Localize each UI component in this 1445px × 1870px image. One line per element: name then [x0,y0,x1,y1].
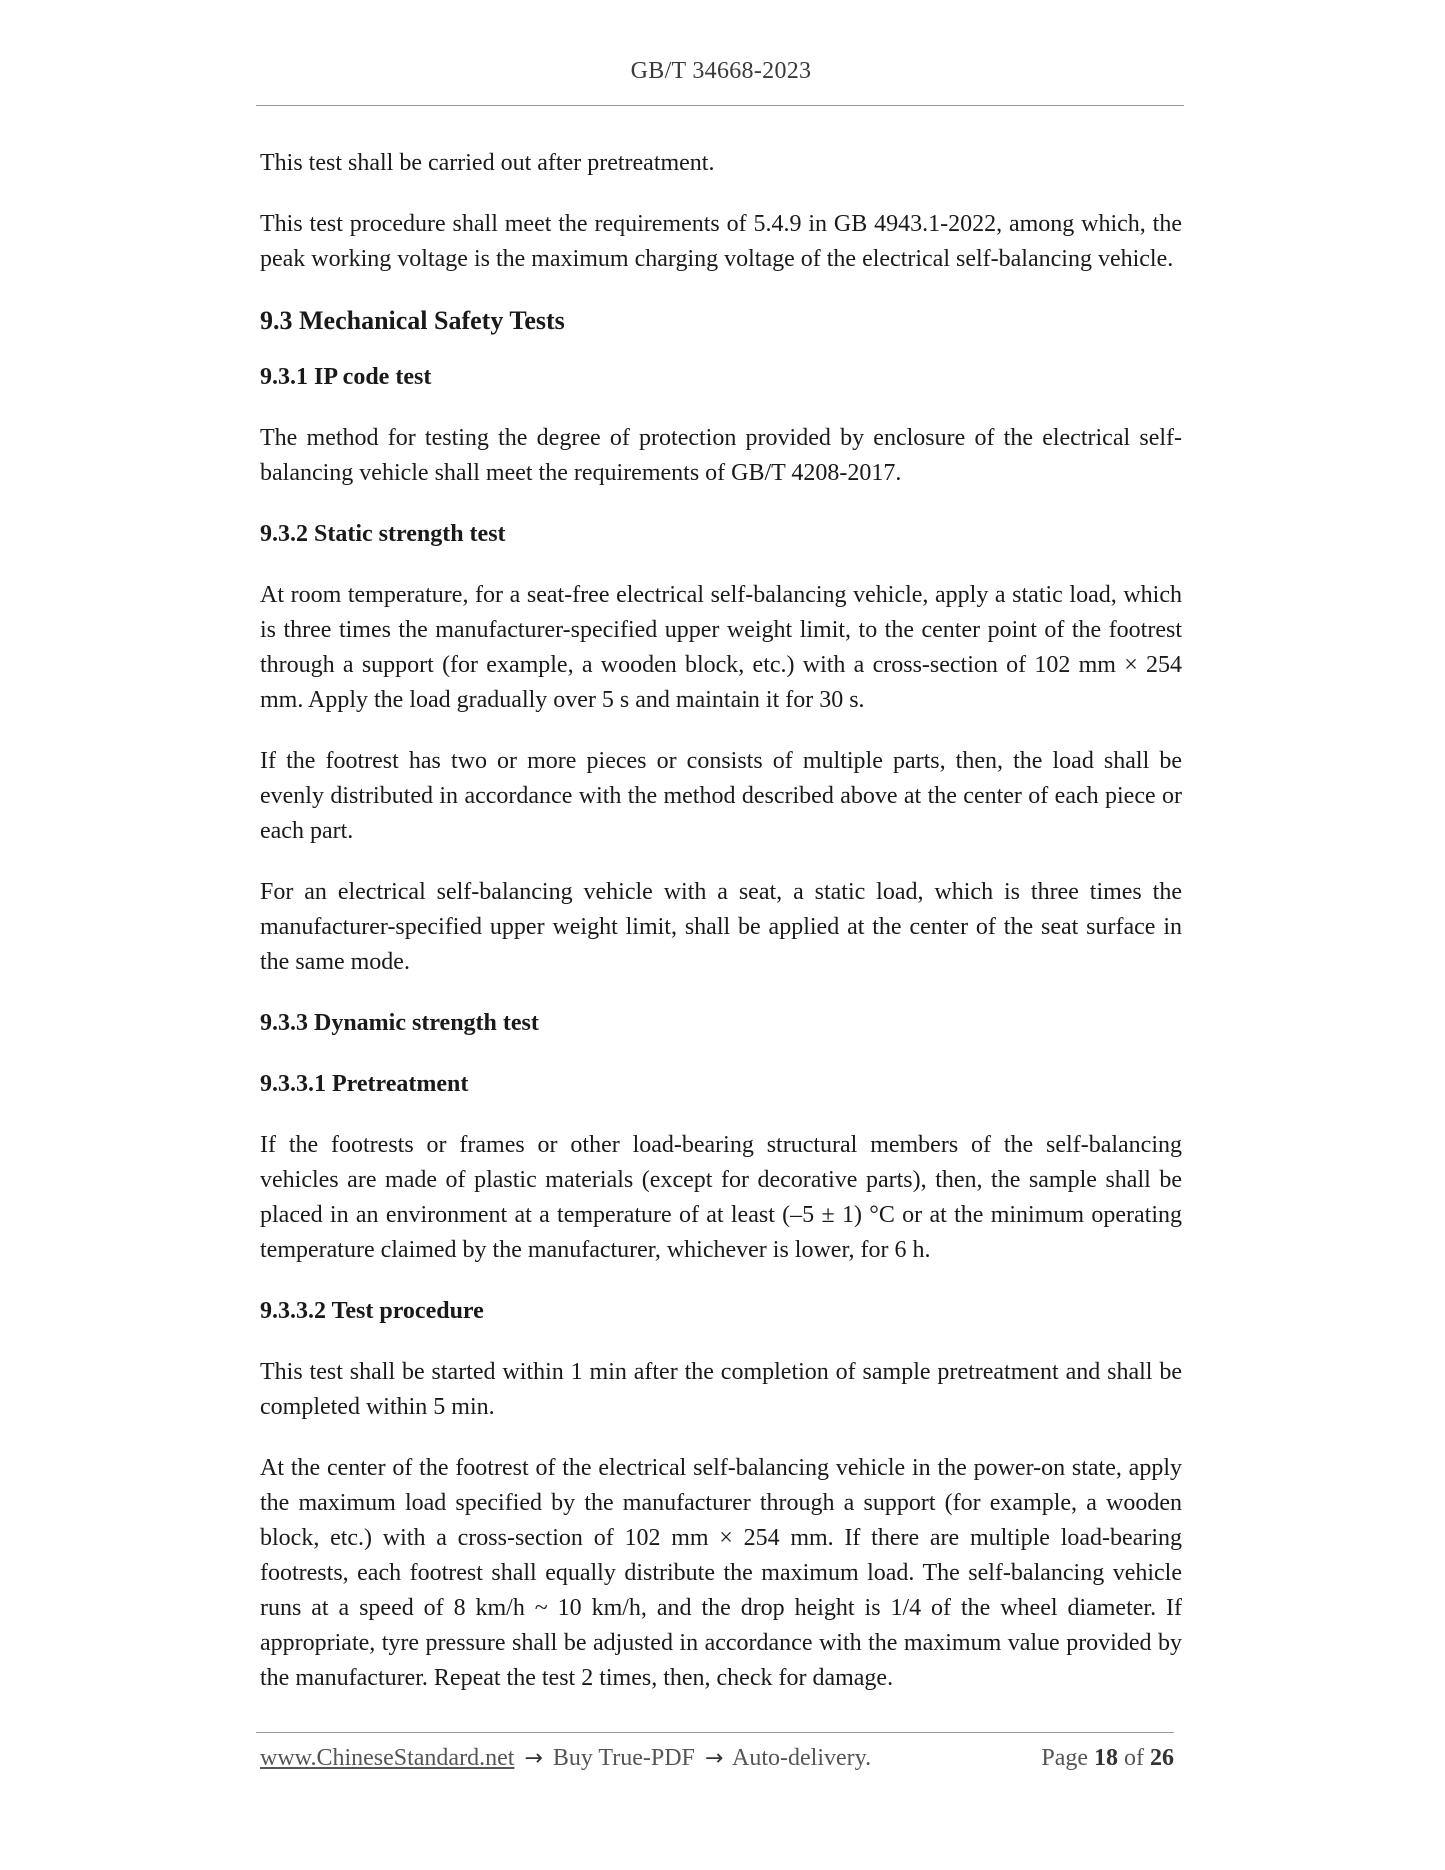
paragraph-multiple-footrest-pieces: If the footrest has two or more pieces or consists of multiple parts, then, the load shall be evenly distributed in accordance with the method described above at the center of each piece or each part. [260,748,1182,844]
section-heading-9-3: 9.3 Mechanical Safety Tests [260,306,565,335]
header-divider [256,105,1184,106]
paragraph-test-procedure-requirements: This test procedure shall meet the requirements of 5.4.9 in GB 4943.1-2022, among which, the peak working voltage is the maximum charging voltage of the electrical self-balancing vehicle. [260,211,1182,272]
paragraph-plastic-pretreatment: If the footrests or frames or other load-bearing structural members of the self-balancing vehicles are made of plastic materials (except for decorative parts), then, the sample shall be placed in an environment at a temperature of at least (–5 ± 1) °C or at the minimum operating temperature claimed by the manufacturer, whichever is lower, for 6 h. [260,1132,1182,1263]
paragraph-test-timing: This test shall be started within 1 min after the completion of sample pretreatment and shall be completed within 5 min. [260,1359,1182,1420]
arrow-right-icon: → [704,1746,724,1771]
page-header-standard-id: GB/T 34668-2023 [630,58,812,84]
section-heading-9-3-1: 9.3.1 IP code test [260,364,432,390]
paragraph-dynamic-load-procedure: At the center of the footrest of the electrical self-balancing vehicle in the power-on state, apply the maximum load specified by the manufacturer through a support (for example, a wooden block, etc.) with a cross-section of 102 mm × 254 mm. If there are multiple load-bearing footrests, each footrest shall equally distribute the maximum load. The self-balancing vehicle runs at a speed of 8 km/h ~ 10 km/h, and the drop height is 1/4 of the wheel diameter. If appropriate, tyre pressure shall be adjusted in accordance with the maximum value provided by the manufacturer. Repeat the test 2 times, then, check for damage. [260,1455,1182,1691]
auto-delivery-text: Auto-delivery. [732,1745,872,1771]
footer-promo [260,1745,871,1772]
arrow-right-icon: → [524,1746,543,1771]
section-heading-9-3-3-1: 9.3.3.1 Pretreatment [260,1071,469,1097]
paragraph-ip-code-method: The method for testing the degree of protection provided by enclosure of the electrical self-balancing vehicle shall meet the requirements of GB/T 4208-2017. [260,425,1182,486]
paragraph-pretreatment-note: This test shall be carried out after pretreatment. [260,150,715,176]
section-heading-9-3-3-2: 9.3.3.2 Test procedure [260,1298,484,1324]
buy-pdf-text: Buy True-PDF [552,1745,695,1771]
paragraph-static-load-with-seat: For an electrical self-balancing vehicle with a seat, a static load, which is three times the manufacturer-specified upper weight limit, shall be applied at the center of the seat surface in the same mode. [260,879,1182,975]
page-total: 26 [1150,1745,1174,1771]
site-link[interactable]: www.ChineseStandard.net [260,1745,515,1771]
footer-divider [256,1732,1174,1733]
section-heading-9-3-3: 9.3.3 Dynamic strength test [260,1010,539,1036]
page-of-label: of [1124,1745,1144,1771]
page-current: 18 [1094,1745,1118,1771]
page-number [1041,1745,1174,1772]
page-label: Page [1041,1745,1088,1771]
page-footer [260,1745,1174,1781]
paragraph-static-load-seat-free: At room temperature, for a seat-free electrical self-balancing vehicle, apply a static load, which is three times the manufacturer-specified upper weight limit, to the center point of the footrest through a support (for example, a wooden block, etc.) with a cross-section of 102 mm × 254 mm. Apply the load gradually over 5 s and maintain it for 30 s. [260,582,1182,713]
page-body [260,146,1182,1722]
section-heading-9-3-2: 9.3.2 Static strength test [260,521,506,547]
